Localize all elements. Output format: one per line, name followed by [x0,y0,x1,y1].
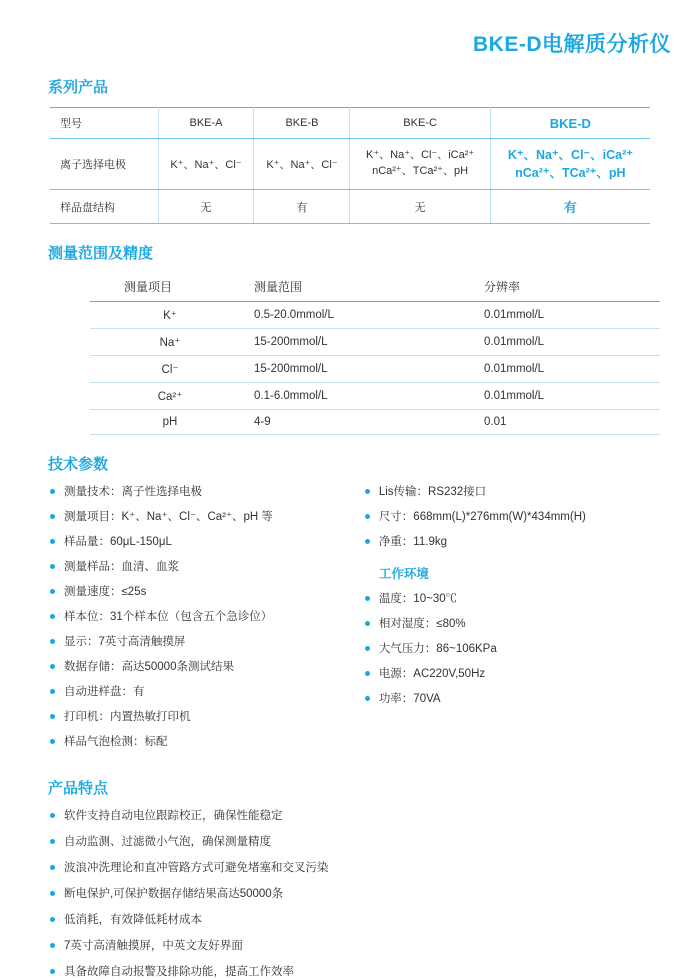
range-item: K⁺ [90,302,250,329]
table-row [50,190,650,224]
list-item: 测量技术：离子性选择电极 [48,484,363,500]
list-item: 测量项目：K⁺、Na⁺、Cl⁻、Ca²⁺、pH 等 [48,509,363,525]
list-item: 温度：10~30℃ [363,591,649,607]
range-item: Cl⁻ [90,356,250,383]
series-header-model: 型号 [50,108,158,139]
series-header-bke-a: BKE-A [158,108,254,139]
list-item: 相对湿度：≤80% [363,616,649,632]
list-item: 样品量：60μL-150μL [48,534,363,550]
series-cell-b-electrode: K⁺、Na⁺、Cl⁻ [254,139,350,190]
list-item: 净重：11.9kg [363,534,649,550]
series-cell-c-tray: 无 [350,190,490,224]
range-section [0,242,697,435]
range-value: 0.1-6.0mmol/L [250,383,480,410]
series-table [50,107,650,224]
range-header-resolution: 分辨率 [480,273,660,302]
table-row [90,329,660,356]
range-header-range: 测量范围 [250,273,480,302]
range-resolution: 0.01mmol/L [480,356,660,383]
range-value: 15-200mmol/L [250,356,480,383]
range-resolution: 0.01mmol/L [480,383,660,410]
series-header-bke-d: BKE-D [490,108,650,139]
list-item: 样品气泡检测：标配 [48,734,363,750]
tech-left-column [48,484,363,759]
range-value: 4-9 [250,410,480,435]
list-item: 具备故障自动报警及排除功能，提高工作效率 [48,964,649,980]
series-cell-c-electrode [350,139,490,190]
range-resolution: 0.01mmol/L [480,302,660,329]
table-row [90,356,660,383]
tech-right-column [363,484,649,759]
series-header-bke-c: BKE-C [350,108,490,139]
series-cell-a-tray: 无 [158,190,254,224]
list-item: 电源：AC220V,50Hz [363,666,649,682]
list-item: 测量速度：≤25s [48,584,363,600]
list-item: 自动监测、过滤微小气泡，确保测量精度 [48,834,649,850]
series-cell-b-tray: 有 [254,190,350,224]
range-item: Ca²⁺ [90,383,250,410]
series-row-label-tray: 样品盘结构 [50,190,158,224]
range-item: Na⁺ [90,329,250,356]
list-item: 功率：70VA [363,691,649,707]
list-item: 打印机：内置热敏打印机 [48,709,363,725]
tech-columns [0,484,697,759]
list-item: 波浪冲洗理论和直冲管路方式可避免堵塞和交叉污染 [48,860,649,876]
environment-subtitle: 工作环境 [378,567,429,582]
range-value: 0.5-20.0mmol/L [250,302,480,329]
tech-right-list [363,484,649,550]
range-item: pH [90,410,250,435]
table-row [50,108,650,139]
list-item: 大气压力：86~106KPa [363,641,649,657]
environment-list [363,591,649,707]
series-cell-a-electrode: K⁺、Na⁺、Cl⁻ [158,139,254,190]
list-item: 自动进样盘：有 [48,684,363,700]
list-item: 样本位：31个样本位（包含五个急诊位） [48,609,363,625]
table-row [50,139,650,190]
features-list-wrap [0,808,697,980]
list-item: 7英寸高清触摸屏，中英文友好界面 [48,938,649,954]
series-header-bke-b: BKE-B [254,108,350,139]
features-section [0,777,697,798]
list-item: 显示：7英寸高清触摸屏 [48,634,363,650]
list-item: 低消耗，有效降低耗材成本 [48,912,649,928]
table-row [90,383,660,410]
range-resolution: 0.01 [480,410,660,435]
series-cell-c-line1: K⁺、Na⁺、Cl⁻、iCa²⁺ [365,149,475,162]
range-section-title: 测量范围及精度 [48,245,154,263]
list-item: 尺寸：668mm(L)*276mm(W)*434mm(H) [363,509,649,525]
range-resolution: 0.01mmol/L [480,329,660,356]
series-cell-c-line2: nCa²⁺、TCa²⁺、pH [372,165,469,178]
tech-section-title: 技术参数 [48,456,109,474]
page-title: BKE-D电解质分析仪 [473,33,671,56]
series-section-title: 系列产品 [48,79,109,96]
tech-left-list [48,484,363,750]
features-list [48,808,649,980]
series-cell-d-line2: nCa²⁺、TCa²⁺、pH [515,166,626,181]
series-cell-d-line1: K⁺、Na⁺、Cl⁻、iCa²⁺ [507,148,633,162]
features-section-title: 产品特点 [48,780,109,798]
tech-section [0,453,697,474]
list-item: 断电保护,可保护数据存储结果高达50000条 [48,886,649,902]
series-cell-d-tray: 有 [490,190,650,224]
table-header-row [90,273,660,302]
range-table [90,273,660,435]
range-value: 15-200mmol/L [250,329,480,356]
table-row [90,302,660,329]
list-item: 数据存储：高达50000条测试结果 [48,659,363,675]
list-item: Lis传输：RS232接口 [363,484,649,500]
table-row [90,410,660,435]
range-header-item: 测量项目 [90,273,250,302]
series-row-label-electrode: 离子选择电极 [50,139,158,190]
list-item: 测量样品：血清、血浆 [48,559,363,575]
list-item: 软件支持自动电位跟踪校正，确保性能稳定 [48,808,649,824]
series-cell-d-electrode [490,139,650,190]
series-section [0,76,697,224]
